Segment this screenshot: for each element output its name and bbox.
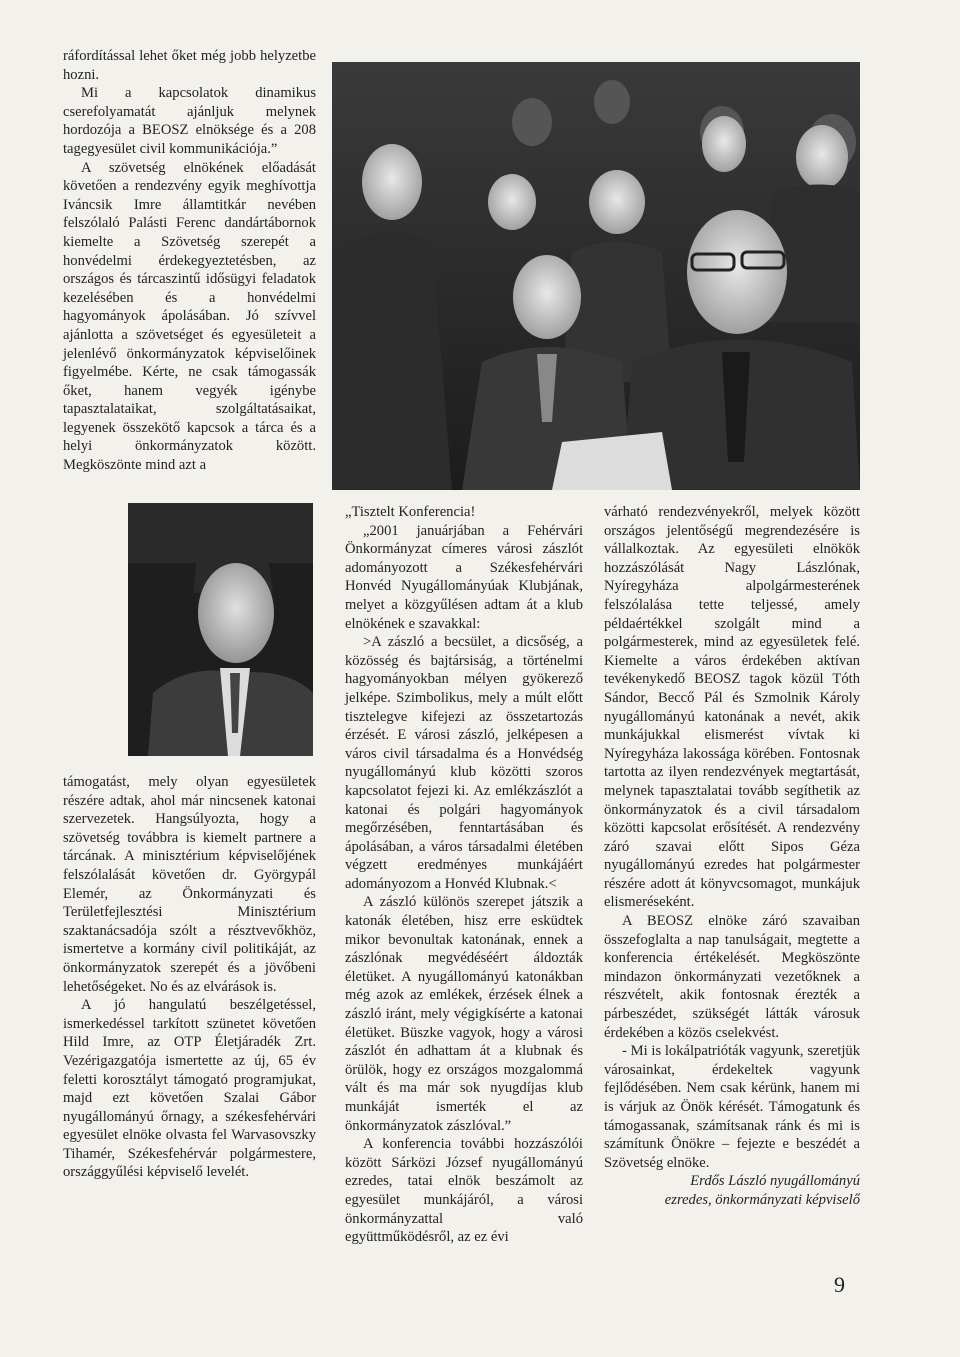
left-column-bottom: [63, 773, 316, 1182]
audience-photo: [332, 62, 860, 490]
author-signature-line2: ezredes, önkormányzati képviselő: [664, 1191, 860, 1208]
paragraph: várható rendezvényekről, melyek között országos jelentőségű megrendezésére is vállalkoztak. Az egyesületi elnökök hozzászólását Nagy Lászlónak, Nyíregyháza alpolgármesterének felszólalása tette teljessé, amely példaértékkel szolgált mind a polgármesterek, mind az egyesületek felé. Kiemelte a város érdekében aktívan tevékenykedő BEOSZ tagok közül Tóth Sándor, Beccő Pál és Szmolnik Károly nyugállományú katonának a nevét, akik munkájukkal elismerést vívtak ki Nyíregyháza lakossága körében. Fontosnak tartotta az ilyen rendezvények megtartását, melynek tapasztalatai tovább segíthetik az önkormányzatok és a civil társadalom közötti kapcsolat erősítését. A rendezvény záró szavai előtt Sipos Géza nyugállományú ezredes hat polgármester részére adott át könyvcsomagot, munkájuk elismeréseként.: [604, 504, 860, 911]
right-column: [604, 503, 860, 1210]
paragraph: A konferencia további hozzászólói között Sárközi József nyugállományú ezredes, tatai elnök beszámolt az egyesület munkájáról, a városi önkormányzattal való együttműködésről, az ez évi: [345, 1136, 583, 1246]
audience-photo-illustration: [332, 62, 860, 490]
paragraph: támogatást, mely olyan egyesületek részére adtak, ahol már nincsenek katonai szervezetek. Hangsúlyozta, hogy a szövetség továbbra is kiemelt partnere a tárcának. A minisztérium képviselőjének felszólalását követően dr. Györgypál Elemér, az Önkormányzati és Területfejlesztési Minisztérium szaktanácsadója szólt a résztvevőkhöz, ismertetve a kormány civil politikáját, az önkormányzatok szerepét és a jövőbeni lehetőségeket. No és az elvárások is.: [63, 774, 316, 995]
paragraph: Mi a kapcsolatok dinamikus cserefolyamatát ajánljuk melynek hordozója a BEOSZ elnöksége és a 208 tagegyesület civil kommunikációja.”: [63, 85, 316, 157]
paragraph: ráfordítással lehet őket még jobb helyzetbe hozni.: [63, 48, 316, 83]
middle-column: [345, 503, 583, 1247]
paragraph: A szövetség elnökének előadását követően a rendezvény egyik meghívottja Iváncsik Imre államtitkár nevében felszólaló Palásti Ferenc dandártábornok kiemelte a Szövetség szerepét a honvédelmi érdekegyeztetésben, az országos és tárcaszintű idősügyi feladatok kezelésében és a honvédelmi hagyományok ápolásában. Jó szívvel ajánlotta a szövetséget és egyesületeit a jelenlévő önkormányzatok képviselőinek figyelmébe. Kérte, ne csak támogassák őket, hanem vegyék igénybe tapasztalataikat, szolgáltatásaikat, legyenek összekötő kapcsok a tárca és a helyi önkormányzatok között. Megköszönte mind azt a: [63, 159, 316, 474]
left-column-top: [63, 47, 316, 475]
paragraph: „Tisztelt Konferencia!: [345, 504, 476, 520]
paragraph: A BEOSZ elnöke záró szavaiban összefoglalta a nap tanulságait, megtette a konferencia értékelését. Megköszönte mindazon önkormányzati vezetőknek a részvételt, akik fontosnak érezték a párbeszédet, szükségét látták városuk érdekében a közös cselekvést.: [604, 913, 860, 1041]
paragraph: A zászló különös szerepet játszik a katonák életében, hisz erre esküdtek mikor bevonultak katonának, ennek a zászlónak megvédéséért áldozták életüket. A nyugállományú katonákban még azok az emlékek, érzések élnek a zászló iránt, mely végigkísérte a katonai életüket. Büszke vagyok, hogy a városi zászlót én adhattam át a klubnak és örülök, hogy ez országos mozgalommá vált és ma már sok nyugdíjas klub munkáját ismerték el az önkormányzatok zászlóval.”: [345, 894, 583, 1134]
portrait-photo-illustration: [128, 503, 313, 756]
portrait-photo: [128, 503, 313, 756]
paragraph: A jó hangulatú beszélgetéssel, ismerkedéssel tarkított szünetet követően Hild Imre, az OTP Életjáradék Zrt. Vezérigazgatója ismertette az új, 65 év feletti korosztályt támogató programjukat, majd ezt követően Szalai Gábor nyugállományú őrnagy, a székesfehérvári egyesület elnöke olvasta fel Warvasovszky Tihamér, Székesfehérvár polgármestere, országgyűlési képviselő levelét.: [63, 997, 316, 1181]
paragraph: - Mi is lokálpatrióták vagyunk, szeretjük városainkat, érdekeltek vagyunk fejlődésében. Nem csak kérünk, hanem mi is várjuk az Önök kérését. Támogatunk és támogassanak, számítsanak ránk és mi is számítunk Önökre – fejezte e beszédét a Szövetség elnöke.: [604, 1043, 860, 1171]
author-signature-line1: Erdős László nyugállományú: [690, 1173, 860, 1190]
paragraph: >A zászló a becsület, a dicsőség, a közösség és bajtársiság, a történelmi hagyományokban mélyen gyökerező jelképe. Szimbolikus, mely a múlt előtt tisztelegve kifejezi az összetartozás érzését. E városi zászló, jelképesen a város civil társadalma és a Honvédség nyugállományú klub közötti szoros kapcsolatot fejezi ki. Az emlékzászlót a katonai és polgári hagyományok megőrzésében, fenntartásában és ápolásában, a város társadalmi életében végzett eredményes munkájáért adományozom a Honvéd Klubnak.<: [345, 634, 583, 892]
paragraph: „2001 januárjában a Fehérvári Önkormányzat címeres városi zászlót adományozott a Székesfehérvári Honvéd Nyugállományúak Klubjának, melyet a közgyűlésen adtam át a klub elnökének e szavakkal:: [345, 522, 583, 632]
page-number: 9: [834, 1272, 845, 1297]
